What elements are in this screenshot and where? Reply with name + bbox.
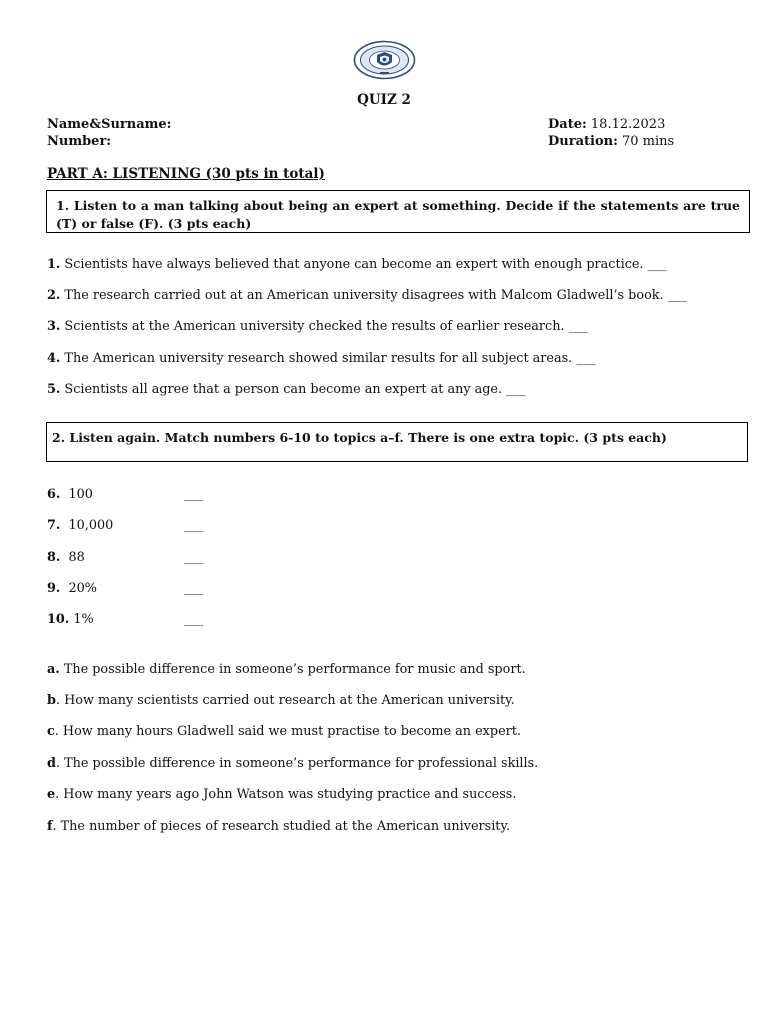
topic-a: a. The possible difference in someone’s performance for music and sport. xyxy=(47,662,526,677)
tf-question-2: 2. The research carried out at an American university disagrees with Malcom Gladwell’s book. ___ xyxy=(47,288,687,303)
topic-b: b. How many scientists carried out research at the American university. xyxy=(47,693,515,708)
match-blank-8: ___ xyxy=(184,550,204,565)
name-label: Name&Surname: xyxy=(47,117,172,132)
match-blank-6: ___ xyxy=(184,487,204,502)
tf-question-3: 3. Scientists at the American university checked the results of earlier research. ___ xyxy=(47,319,588,334)
duration-field xyxy=(548,134,674,149)
duration-value: 70 mins xyxy=(617,134,675,149)
match-item-10: 10. 1% xyxy=(47,612,94,627)
match-blank-9: ___ xyxy=(184,581,204,596)
topic-d: d. The possible difference in someone’s performance for professional skills. xyxy=(47,756,539,771)
duration-label: Duration: xyxy=(548,134,618,149)
match-blank-10: ___ xyxy=(184,612,204,627)
match-item-6: 6. 100 xyxy=(47,487,93,502)
tf-question-5: 5. Scientists all agree that a person can become an expert at any age. ___ xyxy=(47,382,526,397)
quiz-title: QUIZ 2 xyxy=(357,92,411,108)
match-item-9: 9. 20% xyxy=(47,581,97,596)
date-label: Date: xyxy=(548,117,587,132)
date-field xyxy=(548,117,665,132)
task1-instruction-box: 1. Listen to a man talking about being an expert at something. Decide if the statements are true (T) or false (F). (3 pts each) xyxy=(46,190,750,233)
tf-question-4: 4. The American university research showed similar results for all subject areas. ___ xyxy=(47,351,596,366)
match-blank-7: ___ xyxy=(184,518,204,533)
task2-instruction-box: 2. Listen again. Match numbers 6-10 to topics a–f. There is one extra topic. (3 pts each) xyxy=(46,422,748,462)
number-label: Number: xyxy=(47,134,112,149)
match-item-7: 7. 10,000 xyxy=(47,518,114,533)
match-item-8: 8. 88 xyxy=(47,550,85,565)
date-value: 18.12.2023 xyxy=(586,117,666,132)
tf-question-1: 1. Scientists have always believed that anyone can become an expert with enough practice. ___ xyxy=(47,257,667,272)
topic-c: c. How many hours Gladwell said we must practise to become an expert. xyxy=(47,724,521,739)
part-a-heading: PART A: LISTENING (30 pts in total) xyxy=(47,166,325,182)
topic-e: e. How many years ago John Watson was studying practice and success. xyxy=(47,787,517,802)
university-logo xyxy=(353,40,416,80)
topic-f: f. The number of pieces of research studied at the American university. xyxy=(47,819,511,834)
